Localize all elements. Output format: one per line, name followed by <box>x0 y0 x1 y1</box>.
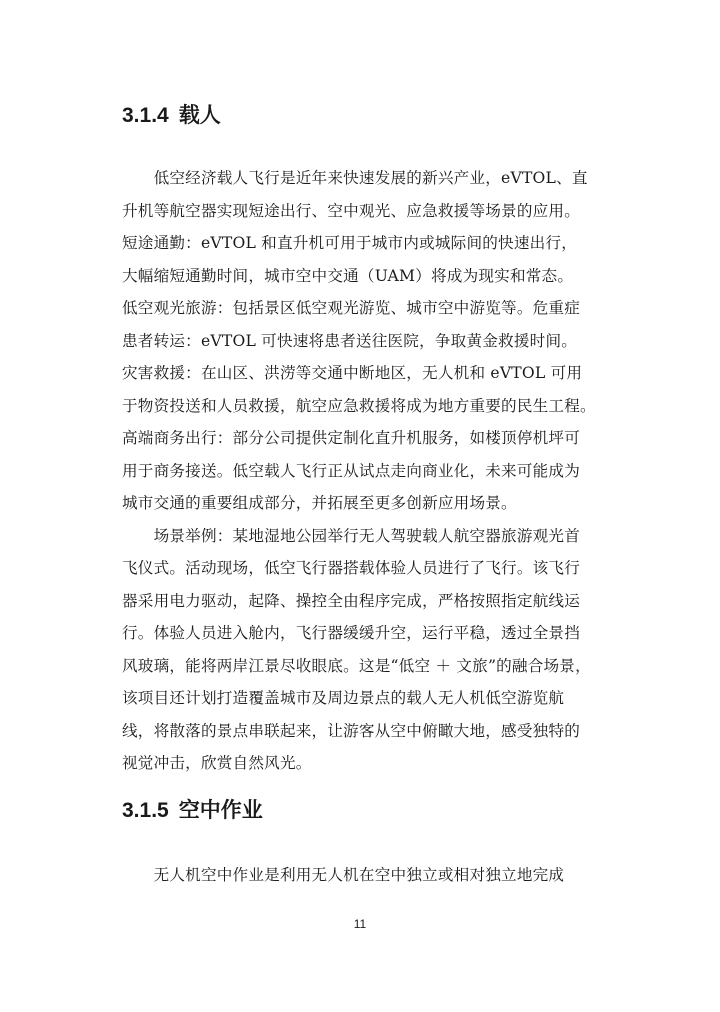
text-line: 该项目还计划打造覆盖城市及周边景点的载人无人机低空游览航 <box>122 689 565 707</box>
text-line: 城市交通的重要组成部分，并拓展至更多创新应用场景。 <box>122 494 517 512</box>
text-line: 大幅缩短通勤时间，城市空中交通（UAM）将成为现实和常态。 <box>122 266 574 285</box>
text-line: 低空观光旅游：包括景区低空观光游览、城市空中游览等。危重症 <box>122 299 581 317</box>
text-line: 于物资投送和人员救援，航空应急救援将成为地方重要的民生工程。 <box>122 396 596 415</box>
section-number: 3.1.5 <box>122 799 169 822</box>
text-line: 线，将散落的景点串联起来，让游客从空中俯瞰大地，感受独特的 <box>122 721 581 740</box>
section-number: 3.1.4 <box>122 104 169 127</box>
text-line: 用于商务接送。低空载人飞行正从试点走向商业化，未来可能成为 <box>122 461 581 480</box>
section-body-3-1-4 <box>122 162 600 780</box>
text-line: 飞仪式。活动现场，低空飞行器搭载体验人员进行了飞行。该飞行 <box>122 559 581 577</box>
text-line: 风玻璃，能将两岸江景尽收眼底。这是“低空 ＋ 文旅”的融合场景， <box>122 656 591 675</box>
section-title: 空中作业 <box>178 798 263 822</box>
section-title: 载人 <box>178 103 221 127</box>
text-line: 灾害救援：在山区、洪涝等交通中断地区，无人机和 eVTOL 可用 <box>122 364 583 382</box>
text-line: 升机等航空器实现短途出行、空中观光、应急救援等场景的应用。 <box>122 201 581 220</box>
text-line: 短途通勤：eVTOL 和直升机可用于城市内或城际间的快速出行， <box>122 234 578 252</box>
text-line: 场景举例：某地湿地公园举行无人驾驶载人航空器旅游观光首 <box>122 526 581 545</box>
text-line: 器采用电力驱动，起降、操控全由程序完成，严格按照指定航线运 <box>122 591 581 610</box>
text-line: 视觉冲击，欣赏自然风光。 <box>122 754 312 772</box>
section-heading-3-1-5 <box>122 795 263 826</box>
text-line: 低空经济载人飞行是近年来快速发展的新兴产业，eVTOL、直 <box>122 169 588 187</box>
section-body-3-1-5 <box>122 859 600 892</box>
text-line: 无人机空中作业是利用无人机在空中独立或相对独立地完成 <box>122 866 565 884</box>
page-number: 11 <box>353 917 367 931</box>
text-line: 患者转运：eVTOL 可快速将患者送往医院，争取黄金救援时间。 <box>122 331 578 350</box>
text-line: 行。体验人员进入舱内，飞行器缓缓升空，运行平稳，透过全景挡 <box>122 624 581 642</box>
text-line: 高端商务出行：部分公司提供定制化直升机服务，如楼顶停机坪可 <box>122 429 581 447</box>
section-heading-3-1-4 <box>122 100 221 131</box>
